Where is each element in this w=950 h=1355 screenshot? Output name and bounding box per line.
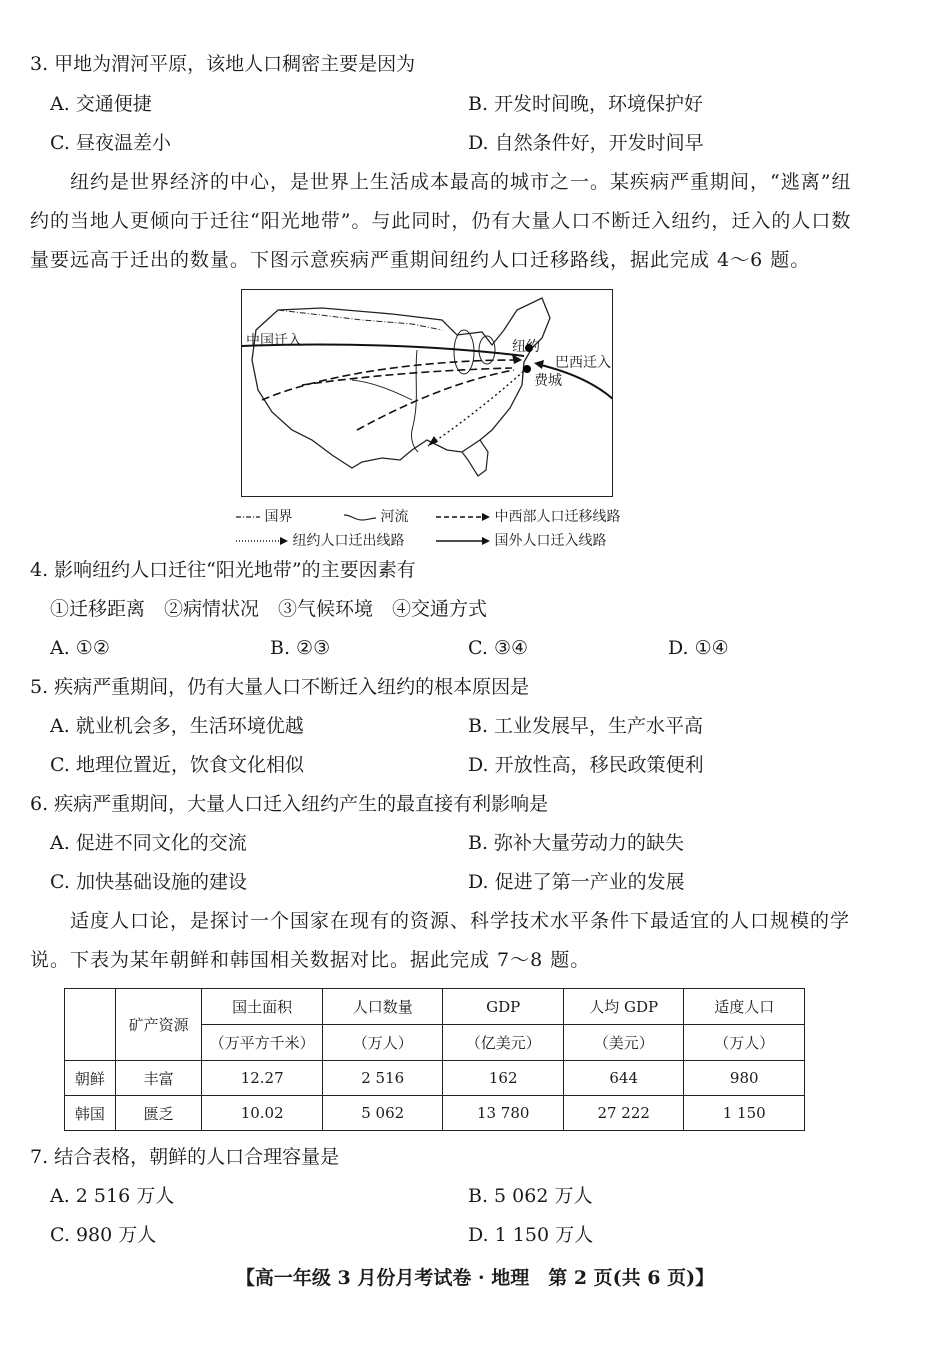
- legend-outflow-label: 纽约人口迁出线路: [292, 533, 405, 549]
- q4-option-b[interactable]: B. ②③: [270, 637, 331, 659]
- unit-gdp: （亿美元）: [443, 1025, 564, 1061]
- q3-option-b[interactable]: B. 开发时间晚，环境保护好: [468, 93, 704, 115]
- legend-river: [344, 506, 408, 526]
- legend-midwest: [436, 506, 620, 526]
- midwest-route-3: [357, 370, 514, 430]
- cell-area: 10.02: [202, 1096, 323, 1131]
- cell-gdp: 162: [443, 1061, 564, 1096]
- unit-pcgdp: （美元）: [563, 1025, 684, 1061]
- cell-pcgdp: 27 222: [563, 1096, 684, 1131]
- q5-option-d[interactable]: D. 开放性高，移民政策便利: [468, 754, 704, 776]
- legend-border-label: 国界: [264, 509, 293, 525]
- lake-michigan: [454, 330, 474, 374]
- cell-gdp: 13 780: [443, 1096, 564, 1131]
- legend-inflow-label: 国外人口迁入线路: [494, 533, 607, 549]
- table-row: [65, 1096, 805, 1131]
- q4-statements: ①迁移距离 ②病情状况 ③气候环境 ④交通方式: [50, 598, 488, 620]
- q3-stem: 3. 甲地为渭河平原，该地人口稠密主要是因为: [30, 53, 416, 75]
- unit-opt: （万人）: [684, 1025, 805, 1061]
- q6-option-b[interactable]: B. 弥补大量劳动力的缺失: [468, 832, 685, 854]
- header-blank: [65, 989, 116, 1061]
- cell-pop: 2 516: [322, 1061, 442, 1096]
- unit-area: （万平方千米）: [202, 1025, 323, 1061]
- q7-option-b[interactable]: B. 5 062 万人: [468, 1185, 593, 1207]
- q7-option-a[interactable]: A. 2 516 万人: [50, 1185, 175, 1207]
- q6-option-a[interactable]: A. 促进不同文化的交流: [50, 832, 247, 854]
- unit-pop: （万人）: [322, 1025, 442, 1061]
- label-brazil-inflow: 巴西迁入: [555, 355, 611, 371]
- header-pcgdp: 人均 GDP: [563, 989, 684, 1025]
- us-outline-map: [242, 290, 613, 497]
- header-opt: 适度人口: [684, 989, 805, 1025]
- cell-area: 12.27: [202, 1061, 323, 1096]
- q7-option-d[interactable]: D. 1 150 万人: [468, 1224, 594, 1246]
- passage1-line1: 纽约是世界经济的中心，是世界上生活成本最高的城市之一。某疾病严重期间，“逃离”纽: [70, 171, 852, 193]
- border-line: [278, 310, 442, 330]
- cell-country: 朝鲜: [65, 1061, 116, 1096]
- cell-mineral: 丰富: [115, 1061, 202, 1096]
- brazil-inflow-arrow: [534, 360, 544, 369]
- philadelphia-dot: [523, 365, 531, 373]
- outflow-route-south: [428, 368, 527, 446]
- header-area: 国土面积: [202, 989, 323, 1025]
- q4-option-a[interactable]: A. ①②: [50, 637, 110, 659]
- florida-outline: [462, 440, 488, 476]
- header-mineral: 矿产资源: [115, 989, 202, 1061]
- q6-option-c[interactable]: C. 加快基础设施的建设: [50, 871, 247, 893]
- q4-option-c[interactable]: C. ③④: [468, 637, 529, 659]
- legend-inflow: [436, 530, 606, 550]
- legend-midwest-label: 中西部人口迁移线路: [494, 509, 621, 525]
- header-gdp: GDP: [443, 989, 564, 1025]
- q5-option-b[interactable]: B. 工业发展早，生产水平高: [468, 715, 704, 737]
- table-header-row: [65, 989, 805, 1025]
- table-row: [65, 1061, 805, 1096]
- header-pop: 人口数量: [322, 989, 442, 1025]
- q3-option-c[interactable]: C. 昼夜温差小: [50, 132, 171, 154]
- migration-map: [241, 289, 613, 497]
- midwest-route-1: [262, 360, 514, 400]
- q6-option-d[interactable]: D. 促进了第一产业的发展: [468, 871, 685, 893]
- q7-option-c[interactable]: C. 980 万人: [50, 1224, 157, 1246]
- cell-country: 韩国: [65, 1096, 116, 1131]
- q3-option-d[interactable]: D. 自然条件好，开发时间早: [468, 132, 704, 154]
- arkansas-river: [352, 380, 412, 400]
- q5-stem: 5. 疾病严重期间，仍有大量人口不断迁入纽约的根本原因是: [30, 676, 530, 698]
- q5-option-a[interactable]: A. 就业机会多，生活环境优越: [50, 715, 304, 737]
- legend-border: [236, 506, 292, 526]
- q4-stem: 4. 影响纽约人口迁往“阳光地带”的主要因素有: [30, 559, 416, 581]
- passage2-line2: 说。下表为某年朝鲜和韩国相关数据对比。据此完成 7～8 题。: [30, 949, 591, 971]
- passage2-line1: 适度人口论，是探讨一个国家在现有的资源、科学技术水平条件下最适宜的人口规模的学: [70, 910, 851, 932]
- page-footer: 【高一年级 3 月份月考试卷 · 地理 第 2 页(共 6 页)】: [235, 1267, 715, 1289]
- midwest-route-2: [302, 368, 512, 385]
- q5-option-c[interactable]: C. 地理位置近，饮食文化相似: [50, 754, 304, 776]
- cell-pop: 5 062: [322, 1096, 442, 1131]
- q7-stem: 7. 结合表格，朝鲜的人口合理容量是: [30, 1146, 340, 1168]
- label-china-inflow: 中国迁入: [246, 333, 302, 349]
- q6-stem: 6. 疾病严重期间，大量人口迁入纽约产生的最直接有利影响是: [30, 793, 549, 815]
- passage1-line3: 量要远高于迁出的数量。下图示意疾病严重期间纽约人口迁移路线，据此完成 4～6 题。: [30, 249, 811, 271]
- cell-mineral: 匮乏: [115, 1096, 202, 1131]
- q3-option-a[interactable]: A. 交通便捷: [50, 93, 152, 115]
- legend-outflow: [236, 530, 404, 550]
- q4-option-d[interactable]: D. ①④: [668, 637, 729, 659]
- korea-comparison-table: [64, 988, 805, 1131]
- legend-river-label: 河流: [380, 509, 409, 525]
- cell-pcgdp: 644: [563, 1061, 684, 1096]
- cell-opt: 1 150: [684, 1096, 805, 1131]
- label-philadelphia: 费城: [534, 373, 562, 389]
- cell-opt: 980: [684, 1061, 805, 1096]
- passage1-line2: 约的当地人更倾向于迁往“阳光地带”。与此同时，仍有大量人口不断迁入纽约，迁入的人口数: [30, 210, 852, 232]
- label-newyork: 纽约: [512, 339, 540, 355]
